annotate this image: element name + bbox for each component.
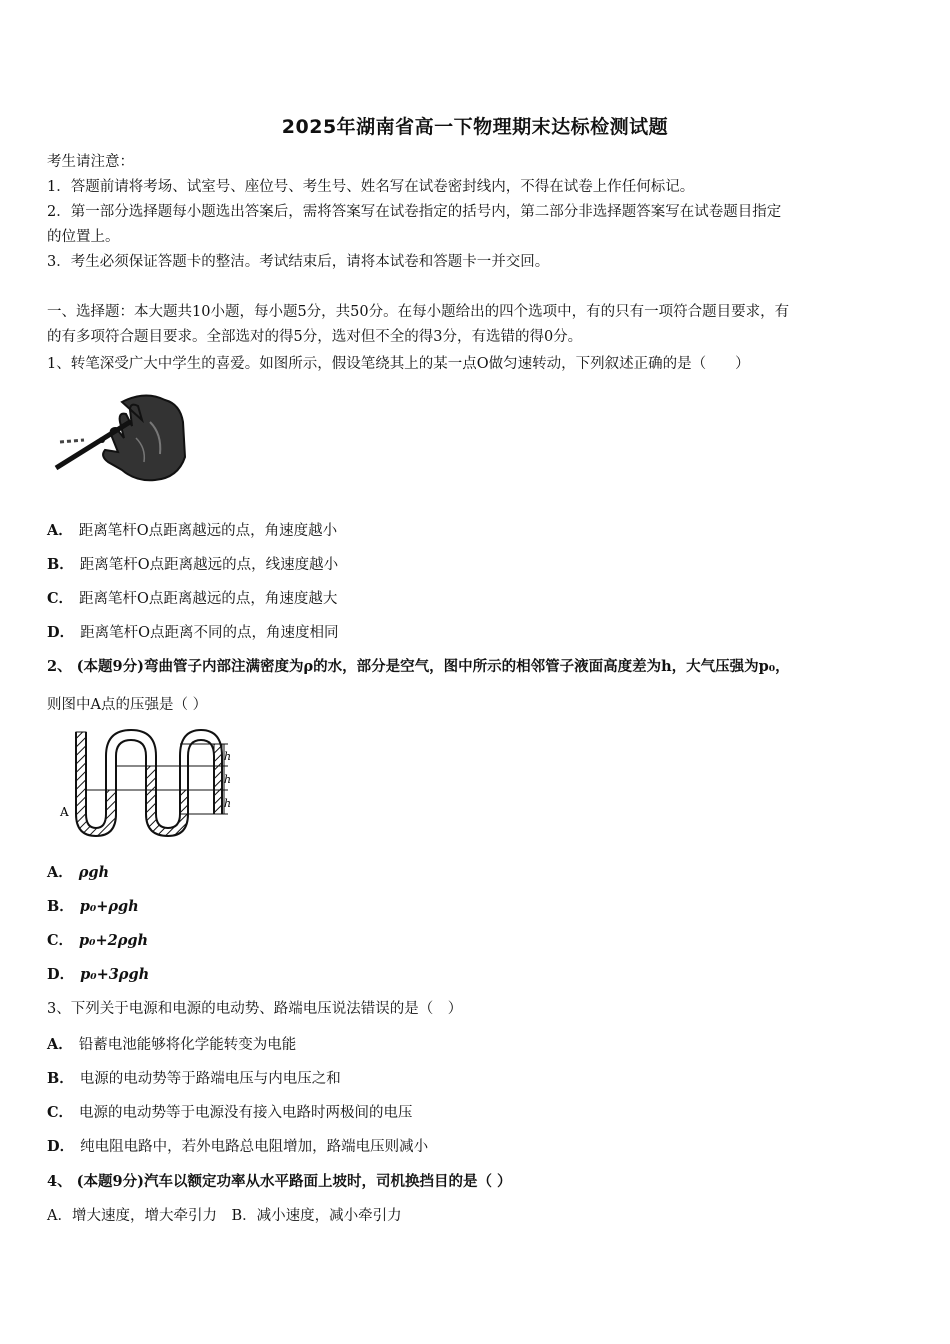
section-intro: 一、选择题：本大题共10小题，每小题5分，共50分。在每小题给出的四个选项中，有的只有一项符合题目要求，有 (47, 304, 790, 320)
notice-item: 1．答题前请将考场、试室号、座位号、考生号、姓名写在试卷密封线内，不得在试卷上作任何标记。 (47, 179, 695, 195)
pen-spinning-figure (50, 382, 190, 494)
section-intro: 的有多项符合题目要求。全部选对的得5分，选对但不全的得3分，有选错的得0分。 (47, 329, 583, 345)
notice-heading: 考生请注意： (47, 154, 134, 170)
u-tube-figure (56, 724, 236, 844)
point-a-label: A (60, 805, 69, 819)
q1-stem: 1、转笔深受广大中学生的喜爱。如图所示，假设笔绕其上的某一点O做匀速转动，下列叙述正确的是（ ） (47, 356, 750, 372)
h-label: h (224, 750, 232, 763)
page-title: 2025年湖南省高一下物理期末达标检测试题 (281, 116, 669, 138)
notice-item: 的位置上。 (47, 229, 120, 245)
q2-stem-cont: 则图中A点的压强是（ ） (47, 697, 208, 713)
q3-option-c: C． 电源的电动势等于电源没有接入电路时两极间的电压 (47, 1104, 413, 1121)
h-label: h (224, 773, 232, 786)
q4-options: A．增大速度，增大牵引力 B．减小速度，减小牵引力 (47, 1208, 402, 1224)
q3-option-d: D． 纯电阻电路中，若外电路总电阻增加，路端电压则减小 (47, 1138, 429, 1155)
q2-stem: 2、 (本题9分)弯曲管子内部注满密度为ρ的水，部分是空气，图中所示的相邻管子液面高度差为h，大气压强为p₀， (47, 658, 790, 675)
notice-item: 3．考生必须保证答题卡的整洁。考试结束后，请将本试卷和答题卡一并交回。 (47, 254, 550, 270)
q4-stem: 4、 (本题9分)汽车以额定功率从水平路面上坡时，司机换挡目的是（ ） (47, 1173, 512, 1190)
q1-option-d: D． 距离笔杆O点距离不同的点，角速度相同 (47, 624, 339, 641)
notice-item: 2．第一部分选择题每小题选出答案后，需将答案写在试卷指定的括号内，第二部分非选择题答案写在试卷题目指定 (47, 204, 782, 220)
q2-option-b: B． p₀+ρgh (47, 898, 139, 915)
q3-option-b: B． 电源的电动势等于路端电压与内电压之和 (47, 1070, 341, 1087)
q3-stem: 3、下列关于电源和电源的电动势、路端电压说法错误的是（ ） (47, 1001, 463, 1017)
h-label: h (224, 797, 232, 810)
q1-option-c: C． 距离笔杆O点距离越远的点，角速度越大 (47, 590, 338, 607)
q2-option-d: D． p₀+3ρgh (47, 966, 150, 983)
q2-option-a: A． ρgh (47, 864, 110, 881)
q3-option-a: A． 铅蓄电池能够将化学能转变为电能 (47, 1036, 297, 1053)
q1-option-a: A． 距离笔杆O点距离越远的点，角速度越小 (47, 522, 338, 539)
q2-option-c: C． p₀+2ρgh (47, 932, 149, 949)
q1-option-b: B． 距离笔杆O点距离越远的点，线速度越小 (47, 556, 339, 573)
